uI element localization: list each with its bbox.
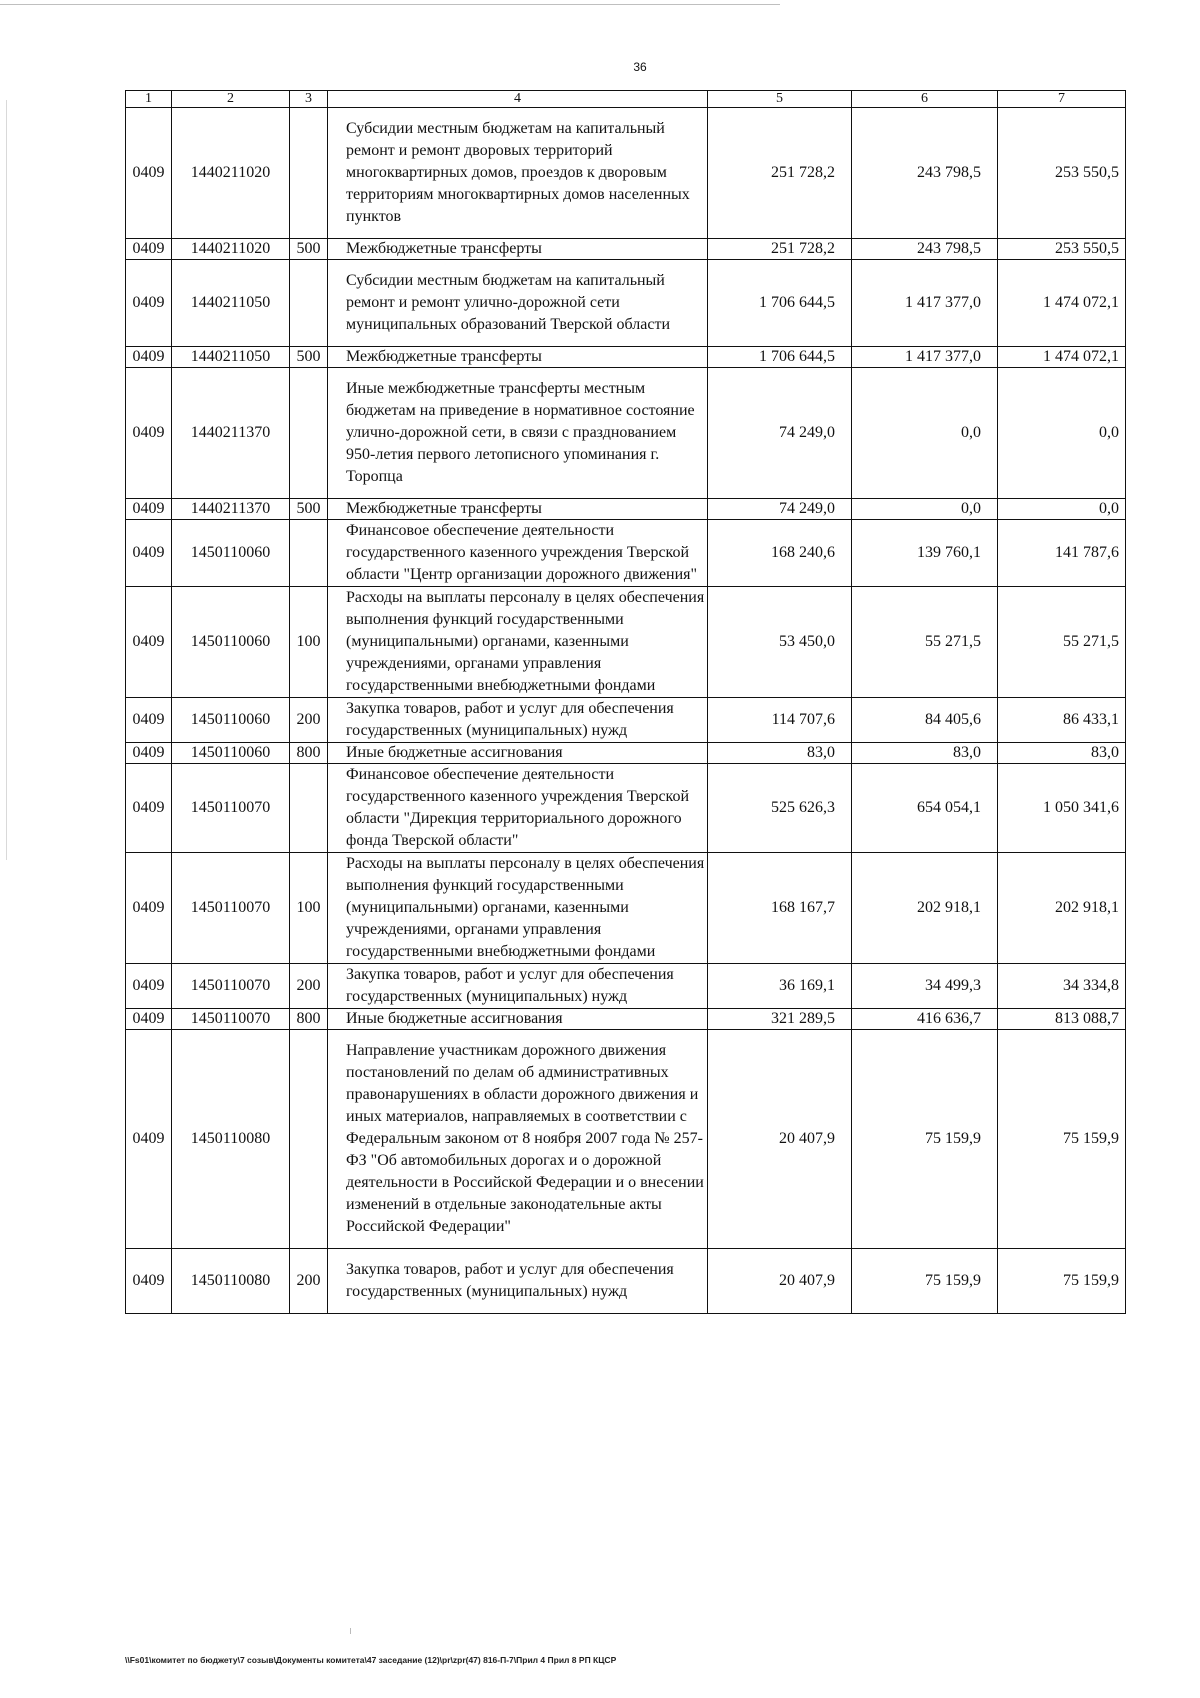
name-cell: Иные бюджетные ассигнования (328, 1009, 708, 1030)
amount-year2-cell: 243 798,5 (852, 108, 998, 239)
amount-year1-cell: 74 249,0 (708, 499, 852, 520)
target-article-cell: 1450110070 (172, 964, 290, 1009)
target-article-cell: 1450110060 (172, 587, 290, 698)
expense-type-cell (290, 1030, 328, 1249)
expense-type-cell (290, 520, 328, 587)
amount-year1-cell: 168 240,6 (708, 520, 852, 587)
expense-type-cell (290, 260, 328, 347)
name-cell: Финансовое обеспечение деятельности государственного казенного учреждения Тверской области "Центр организации дорожного движения" (328, 520, 708, 587)
amount-year1-cell: 74 249,0 (708, 368, 852, 499)
target-article-cell: 1440211370 (172, 499, 290, 520)
amount-year1-cell: 1 706 644,5 (708, 347, 852, 368)
name-cell: Межбюджетные трансферты (328, 347, 708, 368)
expense-type-cell (290, 764, 328, 853)
amount-year3-cell: 1 474 072,1 (998, 347, 1126, 368)
target-article-cell: 1450110060 (172, 743, 290, 764)
name-cell: Финансовое обеспечение деятельности государственного казенного учреждения Тверской области "Дирекция территориального дорожного фонда Тверской области" (328, 764, 708, 853)
amount-year1-cell: 1 706 644,5 (708, 260, 852, 347)
header-col-1: 1 (126, 91, 172, 108)
amount-year2-cell: 0,0 (852, 499, 998, 520)
amount-year1-cell: 251 728,2 (708, 108, 852, 239)
expense-type-cell: 200 (290, 698, 328, 743)
amount-year3-cell: 86 433,1 (998, 698, 1126, 743)
header-col-2: 2 (172, 91, 290, 108)
table-row (126, 108, 1126, 239)
amount-year3-cell: 75 159,9 (998, 1249, 1126, 1314)
amount-year3-cell: 202 918,1 (998, 853, 1126, 964)
name-cell: Субсидии местным бюджетам на капитальный ремонт и ремонт дворовых территорий многоквартирных домов, проездов к дворовым территориям многоквартирных домов населенных пунктов (328, 108, 708, 239)
table-row (126, 499, 1126, 520)
section-cell: 0409 (126, 698, 172, 743)
amount-year2-cell: 75 159,9 (852, 1030, 998, 1249)
amount-year2-cell: 654 054,1 (852, 764, 998, 853)
amount-year2-cell: 75 159,9 (852, 1249, 998, 1314)
amount-year3-cell: 1 474 072,1 (998, 260, 1126, 347)
amount-year1-cell: 321 289,5 (708, 1009, 852, 1030)
section-cell: 0409 (126, 1030, 172, 1249)
section-cell: 0409 (126, 587, 172, 698)
table-row (126, 239, 1126, 260)
header-col-6: 6 (852, 91, 998, 108)
amount-year1-cell: 53 450,0 (708, 587, 852, 698)
amount-year1-cell: 20 407,9 (708, 1249, 852, 1314)
target-article-cell: 1450110080 (172, 1030, 290, 1249)
scan-speck (350, 1628, 351, 1634)
name-cell: Направление участникам дорожного движения постановлений по делам об административных правонарушениях в области дорожного движения и иных материалов, направляемых в соответствии с Федеральным законом от 8 ноября 2007 года № 257-ФЗ "Об автомобильных дорогах и о дорожной деятельности в Российской Федерации и о внесении изменений в отдельные законодательные акты Российской Федерации" (328, 1030, 708, 1249)
amount-year3-cell: 253 550,5 (998, 108, 1126, 239)
expense-type-cell: 800 (290, 743, 328, 764)
header-col-4: 4 (328, 91, 708, 108)
table-row (126, 260, 1126, 347)
amount-year2-cell: 416 636,7 (852, 1009, 998, 1030)
target-article-cell: 1450110060 (172, 698, 290, 743)
table-row (126, 520, 1126, 587)
section-cell: 0409 (126, 743, 172, 764)
target-article-cell: 1450110070 (172, 764, 290, 853)
name-cell: Закупка товаров, работ и услуг для обеспечения государственных (муниципальных) нужд (328, 964, 708, 1009)
amount-year1-cell: 525 626,3 (708, 764, 852, 853)
target-article-cell: 1450110070 (172, 1009, 290, 1030)
section-cell: 0409 (126, 108, 172, 239)
table-row (126, 587, 1126, 698)
table-row (126, 1009, 1126, 1030)
footer-file-path: \\Fs01\комитет по бюджету\7 созыв\Документы комитета\47 заседание (12)\pr\zpr(47) 816-П-7\Прил 4 Прил 8 РП КЦСР (125, 1655, 617, 1665)
name-cell: Расходы на выплаты персоналу в целях обеспечения выполнения функций государственными (муниципальными) органами, казенными учреждениями, органами управления государственными внебюджетными фондами (328, 853, 708, 964)
section-cell: 0409 (126, 1249, 172, 1314)
name-cell: Закупка товаров, работ и услуг для обеспечения государственных (муниципальных) нужд (328, 1249, 708, 1314)
section-cell: 0409 (126, 520, 172, 587)
header-col-7: 7 (998, 91, 1126, 108)
amount-year3-cell: 55 271,5 (998, 587, 1126, 698)
scan-edge-line (0, 4, 780, 5)
amount-year3-cell: 83,0 (998, 743, 1126, 764)
amount-year2-cell: 1 417 377,0 (852, 260, 998, 347)
table-row (126, 964, 1126, 1009)
amount-year2-cell: 0,0 (852, 368, 998, 499)
expense-type-cell: 100 (290, 853, 328, 964)
name-cell: Иные межбюджетные трансферты местным бюджетам на приведение в нормативное состояние улично-дорожной сети, в связи с празднованием 950-летия первого летописного упоминания г. Торопца (328, 368, 708, 499)
table-row (126, 1030, 1126, 1249)
header-row (126, 91, 1126, 108)
amount-year1-cell: 83,0 (708, 743, 852, 764)
amount-year2-cell: 83,0 (852, 743, 998, 764)
target-article-cell: 1440211020 (172, 239, 290, 260)
amount-year1-cell: 36 169,1 (708, 964, 852, 1009)
amount-year2-cell: 84 405,6 (852, 698, 998, 743)
amount-year1-cell: 114 707,6 (708, 698, 852, 743)
section-cell: 0409 (126, 1009, 172, 1030)
scan-margin-line (6, 100, 7, 860)
amount-year2-cell: 139 760,1 (852, 520, 998, 587)
table-row (126, 764, 1126, 853)
name-cell: Межбюджетные трансферты (328, 499, 708, 520)
target-article-cell: 1440211050 (172, 347, 290, 368)
amount-year3-cell: 75 159,9 (998, 1030, 1126, 1249)
amount-year2-cell: 55 271,5 (852, 587, 998, 698)
target-article-cell: 1450110070 (172, 853, 290, 964)
page-number: 36 (633, 60, 647, 74)
amount-year3-cell: 0,0 (998, 499, 1126, 520)
amount-year2-cell: 1 417 377,0 (852, 347, 998, 368)
name-cell: Расходы на выплаты персоналу в целях обеспечения выполнения функций государственными (муниципальными) органами, казенными учреждениями, органами управления государственными внебюджетными фондами (328, 587, 708, 698)
table-row (126, 1249, 1126, 1314)
amount-year1-cell: 168 167,7 (708, 853, 852, 964)
section-cell: 0409 (126, 239, 172, 260)
target-article-cell: 1440211020 (172, 108, 290, 239)
amount-year3-cell: 813 088,7 (998, 1009, 1126, 1030)
amount-year3-cell: 253 550,5 (998, 239, 1126, 260)
amount-year2-cell: 34 499,3 (852, 964, 998, 1009)
section-cell: 0409 (126, 764, 172, 853)
section-cell: 0409 (126, 347, 172, 368)
amount-year3-cell: 141 787,6 (998, 520, 1126, 587)
table-row (126, 743, 1126, 764)
table-row (126, 698, 1126, 743)
amount-year3-cell: 0,0 (998, 368, 1126, 499)
section-cell: 0409 (126, 499, 172, 520)
amount-year2-cell: 243 798,5 (852, 239, 998, 260)
name-cell: Закупка товаров, работ и услуг для обеспечения государственных (муниципальных) нужд (328, 698, 708, 743)
expense-type-cell: 100 (290, 587, 328, 698)
expense-type-cell (290, 368, 328, 499)
name-cell: Межбюджетные трансферты (328, 239, 708, 260)
name-cell: Иные бюджетные ассигнования (328, 743, 708, 764)
table-row (126, 853, 1126, 964)
target-article-cell: 1440211050 (172, 260, 290, 347)
budget-table (125, 90, 1126, 1314)
expense-type-cell: 200 (290, 964, 328, 1009)
expense-type-cell: 800 (290, 1009, 328, 1030)
expense-type-cell: 500 (290, 239, 328, 260)
amount-year3-cell: 1 050 341,6 (998, 764, 1126, 853)
target-article-cell: 1450110080 (172, 1249, 290, 1314)
header-col-3: 3 (290, 91, 328, 108)
amount-year2-cell: 202 918,1 (852, 853, 998, 964)
target-article-cell: 1440211370 (172, 368, 290, 499)
amount-year1-cell: 251 728,2 (708, 239, 852, 260)
name-cell: Субсидии местным бюджетам на капитальный ремонт и ремонт улично-дорожной сети муниципальных образований Тверской области (328, 260, 708, 347)
section-cell: 0409 (126, 964, 172, 1009)
target-article-cell: 1450110060 (172, 520, 290, 587)
table-row (126, 347, 1126, 368)
amount-year3-cell: 34 334,8 (998, 964, 1126, 1009)
expense-type-cell: 500 (290, 347, 328, 368)
section-cell: 0409 (126, 260, 172, 347)
section-cell: 0409 (126, 368, 172, 499)
expense-type-cell: 200 (290, 1249, 328, 1314)
expense-type-cell: 500 (290, 499, 328, 520)
expense-type-cell (290, 108, 328, 239)
table-row (126, 368, 1126, 499)
amount-year1-cell: 20 407,9 (708, 1030, 852, 1249)
section-cell: 0409 (126, 853, 172, 964)
header-col-5: 5 (708, 91, 852, 108)
